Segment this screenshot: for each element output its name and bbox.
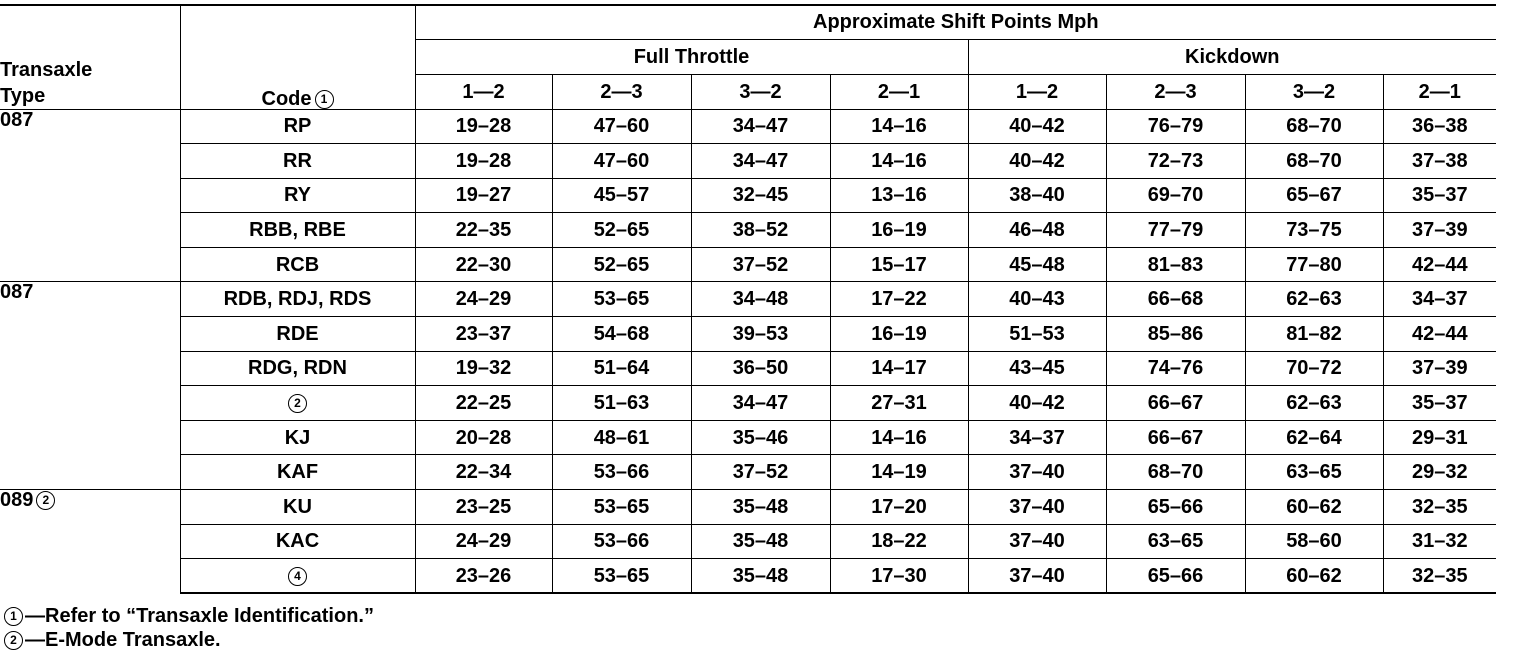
shift-point-cell: 29–31 <box>1383 420 1496 455</box>
column-header: 3—2 <box>691 74 830 109</box>
code-cell <box>180 247 415 282</box>
shift-point-cell: 39–53 <box>691 317 830 352</box>
footnote-ref-circle: 4 <box>288 567 307 586</box>
code-cell <box>180 455 415 490</box>
shift-point-cell: 35–48 <box>691 490 830 525</box>
shift-point-cell: 32–45 <box>691 178 830 213</box>
shift-point-cell: 60–62 <box>1245 559 1383 594</box>
shift-point-cell: 40–42 <box>968 386 1106 421</box>
shift-point-cell: 74–76 <box>1106 351 1245 386</box>
code-cell <box>180 178 415 213</box>
shift-point-cell: 36–38 <box>1383 109 1496 144</box>
code-label: Code <box>261 87 312 110</box>
code-value: RP <box>283 115 312 138</box>
footnote <box>4 604 374 628</box>
footnote-text: —E-Mode Transaxle. <box>25 629 221 651</box>
shift-point-cell: 37–52 <box>691 455 830 490</box>
transaxle-type-value: 089 <box>0 489 34 512</box>
shift-point-cell: 14–17 <box>830 351 968 386</box>
code-value: RBB, RBE <box>249 219 346 242</box>
shift-point-cell: 37–52 <box>691 247 830 282</box>
shift-point-cell: 52–65 <box>552 213 691 248</box>
shift-point-cell: 63–65 <box>1106 524 1245 559</box>
shift-point-cell: 70–72 <box>1245 351 1383 386</box>
shift-point-cell: 35–37 <box>1383 386 1496 421</box>
table-row <box>0 490 1496 525</box>
shift-point-cell: 51–53 <box>968 317 1106 352</box>
shift-point-cell: 32–35 <box>1383 559 1496 594</box>
shift-point-cell: 27–31 <box>830 386 968 421</box>
shift-point-cell: 62–63 <box>1245 386 1383 421</box>
shift-point-cell: 40–42 <box>968 144 1106 179</box>
table-row <box>0 317 1496 352</box>
code-cell <box>180 213 415 248</box>
shift-point-cell: 53–65 <box>552 559 691 594</box>
shift-point-cell: 32–35 <box>1383 490 1496 525</box>
shift-point-cell: 19–32 <box>415 351 552 386</box>
shift-point-cell: 51–64 <box>552 351 691 386</box>
column-header: 2—3 <box>552 74 691 109</box>
shift-point-cell: 66–67 <box>1106 386 1245 421</box>
table-row <box>0 351 1496 386</box>
shift-point-cell: 47–60 <box>552 144 691 179</box>
code-cell <box>180 109 415 144</box>
shift-point-cell: 34–47 <box>691 144 830 179</box>
shift-point-cell: 65–66 <box>1106 559 1245 594</box>
shift-point-cell: 29–32 <box>1383 455 1496 490</box>
shift-point-cell: 37–40 <box>968 559 1106 594</box>
shift-point-cell: 38–52 <box>691 213 830 248</box>
shift-point-cell: 37–39 <box>1383 213 1496 248</box>
table-row <box>0 455 1496 490</box>
shift-point-cell: 14–16 <box>830 144 968 179</box>
shift-point-cell: 40–43 <box>968 282 1106 317</box>
footnotes <box>4 604 374 652</box>
code-cell <box>180 282 415 317</box>
shift-point-cell: 34–37 <box>1383 282 1496 317</box>
shift-point-cell: 37–38 <box>1383 144 1496 179</box>
shift-point-cell: 62–63 <box>1245 282 1383 317</box>
code-value: KU <box>283 495 312 518</box>
shift-point-cell: 45–48 <box>968 247 1106 282</box>
shift-point-cell: 34–47 <box>691 109 830 144</box>
table-row <box>0 247 1496 282</box>
shift-point-cell: 37–40 <box>968 455 1106 490</box>
code-value: RDG, RDN <box>248 357 347 380</box>
transaxle-type-cell <box>0 490 180 594</box>
shift-point-cell: 68–70 <box>1245 144 1383 179</box>
table-row <box>0 386 1496 421</box>
shift-point-cell: 22–35 <box>415 213 552 248</box>
code-cell <box>180 144 415 179</box>
table-body <box>0 109 1496 593</box>
code-cell <box>180 351 415 386</box>
shift-point-cell: 16–19 <box>830 317 968 352</box>
footnote-ref-circle: 1 <box>315 90 334 109</box>
shift-point-cell: 53–65 <box>552 490 691 525</box>
code-cell <box>180 317 415 352</box>
shift-point-cell: 34–37 <box>968 420 1106 455</box>
code-value: KAF <box>276 461 319 484</box>
shift-point-cell: 18–22 <box>830 524 968 559</box>
shift-point-cell: 20–28 <box>415 420 552 455</box>
table-row <box>0 213 1496 248</box>
code-value: KAC <box>275 530 320 553</box>
shift-point-cell: 62–64 <box>1245 420 1383 455</box>
code-value: RCB <box>275 253 320 276</box>
transaxle-type-cell <box>0 109 180 282</box>
shift-point-cell: 65–67 <box>1245 178 1383 213</box>
footnote-mark-circle: 2 <box>4 631 23 650</box>
shift-point-cell: 37–40 <box>968 490 1106 525</box>
code-cell <box>180 420 415 455</box>
shift-point-cell: 60–62 <box>1245 490 1383 525</box>
shift-point-cell: 69–70 <box>1106 178 1245 213</box>
shift-point-cell: 42–44 <box>1383 247 1496 282</box>
transaxle-type-value: 087 <box>0 108 34 131</box>
shift-point-cell: 46–48 <box>968 213 1106 248</box>
shift-point-cell: 58–60 <box>1245 524 1383 559</box>
shift-point-cell: 63–65 <box>1245 455 1383 490</box>
column-header: 2—1 <box>1383 74 1496 109</box>
table-header <box>0 5 1496 109</box>
shift-point-cell: 38–40 <box>968 178 1106 213</box>
shift-point-cell: 23–37 <box>415 317 552 352</box>
shift-point-cell: 40–42 <box>968 109 1106 144</box>
column-header: 2—1 <box>830 74 968 109</box>
shift-point-cell: 51–63 <box>552 386 691 421</box>
shift-point-cell: 24–29 <box>415 282 552 317</box>
shift-point-cell: 53–66 <box>552 524 691 559</box>
table-row <box>0 420 1496 455</box>
code-cell <box>180 386 415 421</box>
table-row <box>0 524 1496 559</box>
shift-point-cell: 81–82 <box>1245 317 1383 352</box>
shift-point-cell: 45–57 <box>552 178 691 213</box>
shift-point-cell: 73–75 <box>1245 213 1383 248</box>
shift-point-cell: 13–16 <box>830 178 968 213</box>
shift-point-cell: 85–86 <box>1106 317 1245 352</box>
table-row <box>0 559 1496 594</box>
shift-point-cell: 14–19 <box>830 455 968 490</box>
shift-point-cell: 77–80 <box>1245 247 1383 282</box>
shift-point-cell: 35–37 <box>1383 178 1496 213</box>
table-row <box>0 178 1496 213</box>
shift-point-cell: 48–61 <box>552 420 691 455</box>
shift-point-cell: 14–16 <box>830 420 968 455</box>
shift-point-cell: 53–65 <box>552 282 691 317</box>
footnote <box>4 628 374 652</box>
shift-point-cell: 66–68 <box>1106 282 1245 317</box>
shift-point-cell: 23–25 <box>415 490 552 525</box>
shift-point-cell: 17–20 <box>830 490 968 525</box>
shift-point-cell: 43–45 <box>968 351 1106 386</box>
shift-point-cell: 34–47 <box>691 386 830 421</box>
shift-point-cell: 17–30 <box>830 559 968 594</box>
shift-point-cell: 66–67 <box>1106 420 1245 455</box>
shift-point-cell: 37–40 <box>968 524 1106 559</box>
transaxle-type-header <box>0 5 180 109</box>
column-header: 3—2 <box>1245 74 1383 109</box>
code-value: RDB, RDJ, RDS <box>223 288 372 311</box>
shift-point-cell: 53–66 <box>552 455 691 490</box>
transaxle-type-label: Transaxle Type <box>0 58 93 107</box>
footnote-ref-circle: 2 <box>36 491 55 510</box>
code-value: RR <box>283 149 312 172</box>
shift-points-group-header: Approximate Shift Points Mph <box>415 5 1496 39</box>
shift-point-cell: 17–22 <box>830 282 968 317</box>
footnote-text: —Refer to “Transaxle Identification.” <box>25 605 374 627</box>
shift-point-cell: 34–48 <box>691 282 830 317</box>
shift-point-cell: 36–50 <box>691 351 830 386</box>
shift-point-cell: 16–19 <box>830 213 968 248</box>
shift-point-cell: 72–73 <box>1106 144 1245 179</box>
shift-point-cell: 42–44 <box>1383 317 1496 352</box>
shift-point-cell: 14–16 <box>830 109 968 144</box>
shift-point-cell: 68–70 <box>1106 455 1245 490</box>
table-row <box>0 144 1496 179</box>
shift-point-cell: 76–79 <box>1106 109 1245 144</box>
shift-point-cell: 68–70 <box>1245 109 1383 144</box>
shift-point-cell: 22–30 <box>415 247 552 282</box>
shift-point-cell: 19–28 <box>415 109 552 144</box>
table-row <box>0 282 1496 317</box>
code-value: RY <box>283 184 312 207</box>
shift-point-cell: 54–68 <box>552 317 691 352</box>
shift-point-cell: 19–28 <box>415 144 552 179</box>
code-value: KJ <box>284 426 311 449</box>
shift-point-cell: 35–46 <box>691 420 830 455</box>
code-value: RDE <box>276 322 319 345</box>
shift-point-cell: 23–26 <box>415 559 552 594</box>
transaxle-type-value: 087 <box>0 281 34 304</box>
shift-point-cell: 35–48 <box>691 559 830 594</box>
code-header <box>180 5 415 109</box>
shift-point-cell: 35–48 <box>691 524 830 559</box>
column-header: 1—2 <box>415 74 552 109</box>
shift-point-cell: 22–34 <box>415 455 552 490</box>
shift-point-cell: 15–17 <box>830 247 968 282</box>
footnote-ref-circle: 2 <box>288 394 307 413</box>
transaxle-type-cell <box>0 282 180 490</box>
column-header: 2—3 <box>1106 74 1245 109</box>
code-cell <box>180 524 415 559</box>
shift-point-cell: 81–83 <box>1106 247 1245 282</box>
shift-point-cell: 52–65 <box>552 247 691 282</box>
shift-point-cell: 77–79 <box>1106 213 1245 248</box>
column-header: 1—2 <box>968 74 1106 109</box>
footnote-mark-circle: 1 <box>4 607 23 626</box>
shift-point-cell: 19–27 <box>415 178 552 213</box>
shift-points-table <box>0 4 1496 594</box>
code-cell <box>180 490 415 525</box>
shift-point-cell: 37–39 <box>1383 351 1496 386</box>
full-throttle-header: Full Throttle <box>415 39 968 74</box>
code-cell <box>180 559 415 594</box>
shift-point-cell: 24–29 <box>415 524 552 559</box>
shift-point-cell: 31–32 <box>1383 524 1496 559</box>
table-row <box>0 109 1496 144</box>
kickdown-header: Kickdown <box>968 39 1496 74</box>
shift-point-cell: 65–66 <box>1106 490 1245 525</box>
shift-point-cell: 22–25 <box>415 386 552 421</box>
shift-point-cell: 47–60 <box>552 109 691 144</box>
